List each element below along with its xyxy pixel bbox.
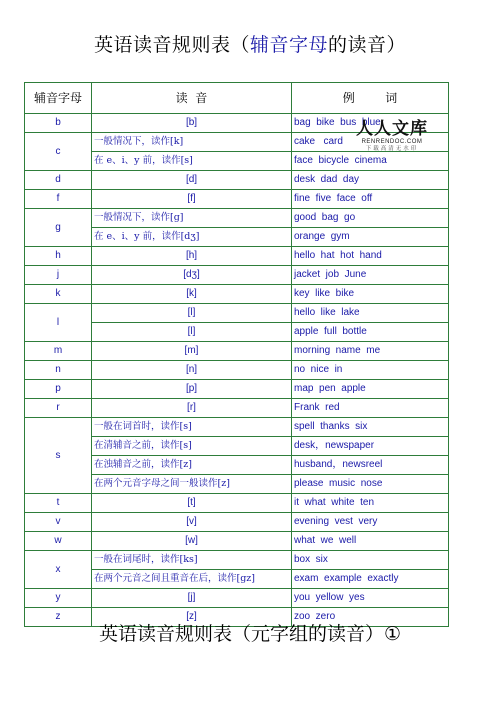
example-words-cell: hello hat hot hand: [292, 247, 449, 266]
title-prefix: 英语读音规则表（: [93, 34, 250, 56]
table-row: [25, 418, 449, 437]
table-row: [25, 133, 449, 152]
consonant-letter: j: [25, 266, 92, 285]
example-words-cell: Frank red: [292, 399, 449, 418]
consonant-letter: y: [25, 589, 92, 608]
consonant-letter: c: [25, 133, 92, 171]
table-row: [25, 589, 449, 608]
pronunciation-cell: 在 e、i、y 前，读作[dʒ]: [92, 228, 292, 247]
pronunciation-cell: 在两个元音字母之间一般读作[z]: [92, 475, 292, 494]
table-row: [25, 209, 449, 228]
example-words-cell: desk dad day: [292, 171, 449, 190]
pronunciation-cell: 在浊辅音之前，读作[z]: [92, 456, 292, 475]
example-words-cell: cake card: [292, 133, 449, 152]
consonant-letter: g: [25, 209, 92, 247]
pronunciation-cell: [l]: [92, 323, 292, 342]
pronunciation-cell: [dʒ]: [92, 266, 292, 285]
consonant-letter: n: [25, 361, 92, 380]
page-title: [0, 30, 500, 57]
table-body: [25, 114, 449, 627]
table-row: [25, 266, 449, 285]
example-words-cell: key like bike: [292, 285, 449, 304]
table-row: [25, 551, 449, 570]
consonant-letter: d: [25, 171, 92, 190]
header-pronunciation: 读 音: [92, 83, 292, 114]
watermark-sub2: 下载高清无水印: [365, 146, 419, 152]
consonant-letter: r: [25, 399, 92, 418]
pronunciation-cell: [r]: [92, 399, 292, 418]
pronunciation-cell: 在两个元音之间且重音在后，读作[gz]: [92, 570, 292, 589]
example-words-cell: jacket job June: [292, 266, 449, 285]
consonant-letter: m: [25, 342, 92, 361]
example-words-cell: bag bike bus blue: [292, 114, 449, 133]
pronunciation-cell: [w]: [92, 532, 292, 551]
example-words-cell: face bicycle cinema: [292, 152, 449, 171]
pronunciation-cell: 一般情况下，读作[k]: [92, 133, 292, 152]
table-row: [25, 304, 449, 323]
consonant-letter: h: [25, 247, 92, 266]
watermark-sub: RENRENDOC.COM: [361, 139, 423, 145]
example-words-cell: you yellow yes: [292, 589, 449, 608]
pronunciation-cell: [d]: [92, 171, 292, 190]
pronunciation-cell: 一般在词尾时，读作[ks]: [92, 551, 292, 570]
pronunciation-cell: [p]: [92, 380, 292, 399]
example-words-cell: evening vest very: [292, 513, 449, 532]
example-words-cell: it what white ten: [292, 494, 449, 513]
title-suffix: 的读音）: [328, 34, 407, 56]
consonant-letter: l: [25, 304, 92, 342]
example-words-cell: no nice in: [292, 361, 449, 380]
consonant-letter: p: [25, 380, 92, 399]
consonant-letter: x: [25, 551, 92, 589]
example-words-cell: apple full bottle: [292, 323, 449, 342]
example-words-cell: morning name me: [292, 342, 449, 361]
table-row: [25, 171, 449, 190]
pronunciation-cell: 一般在词首时，读作[s]: [92, 418, 292, 437]
pronunciation-cell: [f]: [92, 190, 292, 209]
example-words-cell: zoo zero: [292, 608, 449, 627]
example-words-cell: desk，newspaper: [292, 437, 449, 456]
example-words-cell: orange gym: [292, 228, 449, 247]
consonant-letter: s: [25, 418, 92, 494]
pronunciation-cell: 在清辅音之前，读作[s]: [92, 437, 292, 456]
header-example: 例 词: [292, 83, 449, 114]
table-row: [25, 380, 449, 399]
pronunciation-cell: [k]: [92, 285, 292, 304]
header-letter: 辅音字母: [25, 83, 92, 114]
consonant-letter: k: [25, 285, 92, 304]
example-words-cell: good bag go: [292, 209, 449, 228]
watermark-main: 人人文库: [356, 119, 428, 139]
table-row: [25, 342, 449, 361]
table-row: [25, 285, 449, 304]
pronunciation-cell: 在 e、i、y 前，读作[s]: [92, 152, 292, 171]
pronunciation-cell: [b]: [92, 114, 292, 133]
example-words-cell: fine five face off: [292, 190, 449, 209]
consonant-rules-table: [24, 82, 449, 627]
pronunciation-cell: [m]: [92, 342, 292, 361]
consonant-letter: v: [25, 513, 92, 532]
table-row: [25, 399, 449, 418]
table-row: [25, 513, 449, 532]
consonant-letter: t: [25, 494, 92, 513]
consonant-letter: f: [25, 190, 92, 209]
example-words-cell: exam example exactly: [292, 570, 449, 589]
table-row: [25, 114, 449, 133]
table-row: [25, 532, 449, 551]
table-row: [25, 190, 449, 209]
table-row: [25, 247, 449, 266]
pronunciation-cell: [n]: [92, 361, 292, 380]
example-words-cell: please music nose: [292, 475, 449, 494]
pronunciation-cell: [h]: [92, 247, 292, 266]
table-row: [25, 361, 449, 380]
table-row: [25, 494, 449, 513]
pronunciation-cell: 一般情况下，读作[g]: [92, 209, 292, 228]
example-words-cell: box six: [292, 551, 449, 570]
consonant-letter: b: [25, 114, 92, 133]
pronunciation-cell: [j]: [92, 589, 292, 608]
example-words-cell: hello like lake: [292, 304, 449, 323]
example-words-cell: spell thanks six: [292, 418, 449, 437]
example-words-cell: map pen apple: [292, 380, 449, 399]
title-highlight: 辅音字母: [249, 34, 328, 56]
pronunciation-cell: [l]: [92, 304, 292, 323]
consonant-letter: z: [25, 608, 92, 627]
pronunciation-cell: [z]: [92, 608, 292, 627]
pronunciation-cell: [v]: [92, 513, 292, 532]
example-words-cell: what we well: [292, 532, 449, 551]
pronunciation-cell: [t]: [92, 494, 292, 513]
table-header-row: [25, 83, 449, 114]
next-section-title: 英语读音规则表（元字组的读音）①: [98, 623, 402, 645]
consonant-letter: w: [25, 532, 92, 551]
example-words-cell: husband，newsreel: [292, 456, 449, 475]
